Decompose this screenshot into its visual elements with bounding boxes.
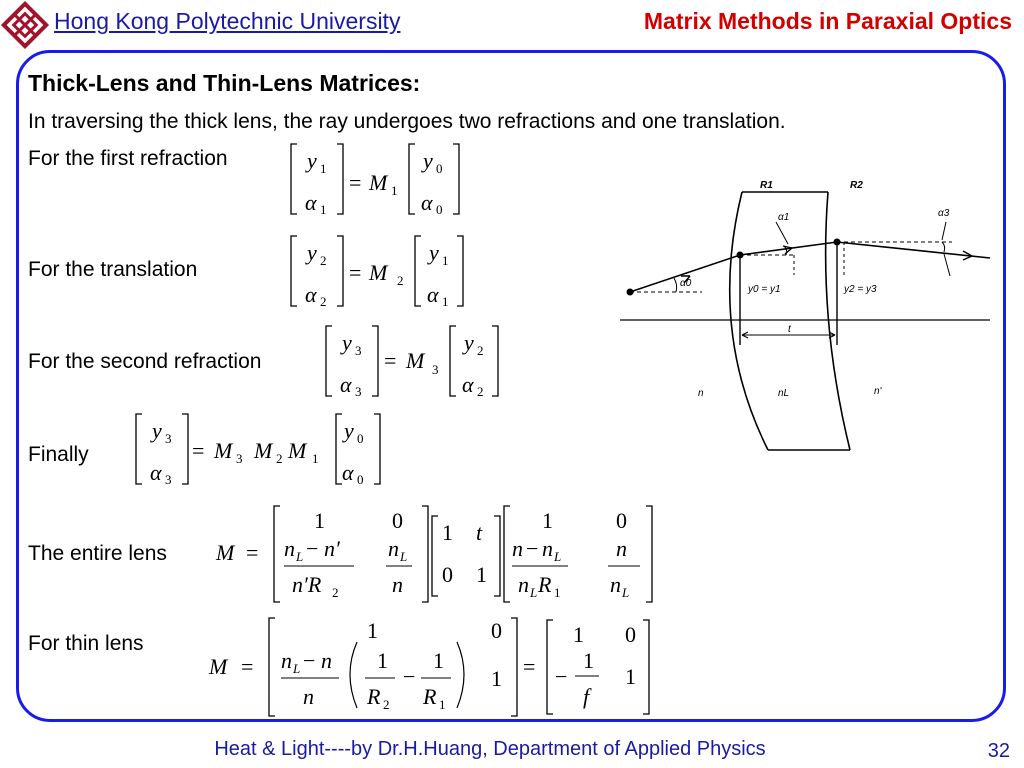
svg-text:=: =: [192, 438, 205, 463]
label-translation: For the translation: [28, 258, 198, 281]
svg-text:3: 3: [236, 451, 243, 466]
svg-text:0: 0: [436, 202, 443, 217]
svg-text:1: 1: [312, 451, 319, 466]
svg-text:n: n: [284, 536, 295, 561]
svg-text:n′: n′: [324, 536, 340, 561]
svg-text:1: 1: [554, 585, 561, 600]
svg-text:=: =: [523, 654, 536, 679]
svg-text:M: M: [254, 438, 273, 463]
svg-text:2: 2: [332, 585, 339, 600]
equation-second-refraction: [318, 322, 508, 402]
svg-text:M: M: [369, 260, 388, 285]
svg-text:α: α: [342, 460, 354, 485]
svg-text:L: L: [622, 585, 630, 600]
svg-text:L: L: [530, 585, 538, 600]
svg-text:1: 1: [442, 520, 453, 545]
svg-text:n: n: [512, 536, 523, 561]
label-first-refraction: For the first refraction: [28, 147, 228, 170]
thick-lens-figure: [612, 170, 992, 460]
equation-first-refraction: [285, 140, 465, 220]
svg-text:α: α: [305, 190, 317, 215]
svg-text:1: 1: [442, 253, 449, 268]
svg-text:n: n: [281, 648, 292, 673]
svg-text:t: t: [476, 520, 483, 545]
svg-text:0: 0: [392, 508, 403, 533]
label-alpha1: α1: [778, 212, 790, 223]
label-t: t: [788, 324, 791, 335]
svg-text:α: α: [427, 282, 439, 307]
svg-text:α: α: [421, 190, 433, 215]
svg-text:1: 1: [367, 618, 378, 643]
svg-text:L: L: [293, 661, 301, 676]
svg-text:=: =: [246, 540, 259, 565]
svg-text:R: R: [538, 572, 552, 597]
label-nL: nL: [778, 388, 790, 399]
svg-text:α: α: [150, 460, 162, 485]
svg-text:0: 0: [357, 431, 364, 446]
svg-text:=: =: [349, 170, 362, 195]
svg-text:3: 3: [355, 384, 362, 399]
label-alpha3: α3: [938, 208, 950, 219]
svg-text:n: n: [321, 648, 332, 673]
university-logo: [0, 0, 50, 50]
svg-text:1: 1: [320, 202, 327, 217]
svg-text:2: 2: [397, 273, 404, 288]
equation-translation: [285, 232, 470, 312]
svg-text:0: 0: [442, 562, 453, 587]
svg-text:2: 2: [477, 343, 484, 358]
label-second-refraction: For the second refraction: [28, 350, 262, 373]
intro-text: In traversing the thick lens, the ray undergoes two refractions and one translation.: [28, 110, 786, 133]
svg-text:n: n: [616, 536, 627, 561]
lens-surface-r2: [826, 192, 850, 450]
svg-text:M: M: [406, 348, 425, 373]
svg-text:L: L: [400, 549, 408, 564]
svg-text:2: 2: [383, 697, 390, 712]
svg-text:L: L: [554, 549, 562, 564]
svg-text:α: α: [340, 372, 352, 397]
svg-text:2: 2: [320, 294, 327, 309]
university-link[interactable]: Hong Kong Polytechnic University: [54, 8, 401, 34]
svg-text:y: y: [423, 148, 433, 173]
svg-text:y: y: [342, 330, 352, 355]
slide-title: Thick-Lens and Thin-Lens Matrices:: [28, 70, 421, 96]
svg-text:0: 0: [357, 472, 364, 487]
svg-text:2: 2: [320, 253, 327, 268]
lens-surface-r1: [730, 192, 768, 450]
svg-text:R: R: [367, 684, 381, 709]
svg-text:α: α: [462, 372, 474, 397]
svg-text:M: M: [369, 170, 388, 195]
svg-text:3: 3: [432, 362, 439, 377]
svg-text:n: n: [518, 572, 529, 597]
svg-text:0: 0: [625, 622, 636, 647]
svg-text:y: y: [429, 240, 439, 265]
svg-text:1: 1: [320, 161, 327, 176]
svg-text:1: 1: [377, 648, 388, 673]
svg-text:−: −: [555, 664, 568, 689]
svg-text:y: y: [152, 418, 162, 443]
footer-text: Heat & Light----by Dr.H.Huang, Department of Applied Physics: [214, 738, 766, 760]
label-nprime: n': [874, 386, 882, 397]
equation-thin-lens: [205, 612, 665, 722]
svg-text:M: M: [216, 540, 235, 565]
svg-text:=: =: [241, 654, 254, 679]
svg-text:α: α: [305, 282, 317, 307]
svg-text:−: −: [403, 664, 416, 689]
svg-text:=: =: [349, 260, 362, 285]
svg-text:f: f: [583, 684, 590, 709]
svg-text:M: M: [209, 654, 228, 679]
svg-text:1: 1: [625, 664, 636, 689]
svg-text:3: 3: [355, 343, 362, 358]
svg-text:3: 3: [165, 472, 172, 487]
svg-text:1: 1: [314, 508, 325, 533]
svg-text:y: y: [307, 240, 317, 265]
label-entire-lens: The entire lens: [28, 542, 167, 565]
svg-text:−: −: [303, 648, 316, 673]
svg-text:M: M: [288, 438, 307, 463]
svg-text:1: 1: [573, 622, 584, 647]
svg-text:1: 1: [491, 666, 502, 691]
svg-text:=: =: [384, 348, 397, 373]
svg-text:n: n: [542, 536, 553, 561]
svg-text:1: 1: [391, 183, 398, 198]
equation-finally: [130, 410, 390, 490]
svg-text:y: y: [464, 330, 474, 355]
label-alpha0: α0: [680, 278, 692, 289]
course-title: Matrix Methods in Paraxial Optics: [643, 8, 1012, 34]
svg-text:2: 2: [276, 451, 283, 466]
svg-text:0: 0: [436, 161, 443, 176]
svg-text:y: y: [307, 148, 317, 173]
svg-text:R: R: [423, 684, 437, 709]
svg-text:n: n: [388, 536, 399, 561]
svg-text:1: 1: [433, 648, 444, 673]
svg-text:−: −: [306, 536, 319, 561]
svg-text:−: −: [526, 536, 539, 561]
svg-text:M: M: [214, 438, 233, 463]
svg-text:1: 1: [542, 508, 553, 533]
svg-text:n: n: [392, 572, 403, 597]
svg-text:3: 3: [165, 431, 172, 446]
label-r2: R2: [850, 180, 863, 191]
svg-text:n: n: [303, 684, 314, 709]
svg-text:1: 1: [442, 294, 449, 309]
label-thin-lens: For thin lens: [28, 632, 144, 655]
svg-text:2: 2: [477, 384, 484, 399]
svg-text:1: 1: [476, 562, 487, 587]
label-y2-y3: y2 = y3: [844, 284, 877, 295]
svg-text:1: 1: [583, 648, 594, 673]
svg-text:n: n: [610, 572, 621, 597]
svg-text:1: 1: [439, 697, 446, 712]
svg-text:n′R: n′R: [292, 572, 322, 597]
label-y0-y1: y0 = y1: [748, 284, 781, 295]
equation-entire-lens: [210, 500, 670, 610]
page-number: 32: [987, 740, 1010, 762]
label-finally: Finally: [28, 443, 89, 466]
svg-text:L: L: [296, 549, 304, 564]
label-n: n: [698, 388, 704, 399]
svg-text:0: 0: [616, 508, 627, 533]
svg-text:0: 0: [491, 618, 502, 643]
label-r1: R1: [760, 180, 773, 191]
svg-text:y: y: [344, 418, 354, 443]
